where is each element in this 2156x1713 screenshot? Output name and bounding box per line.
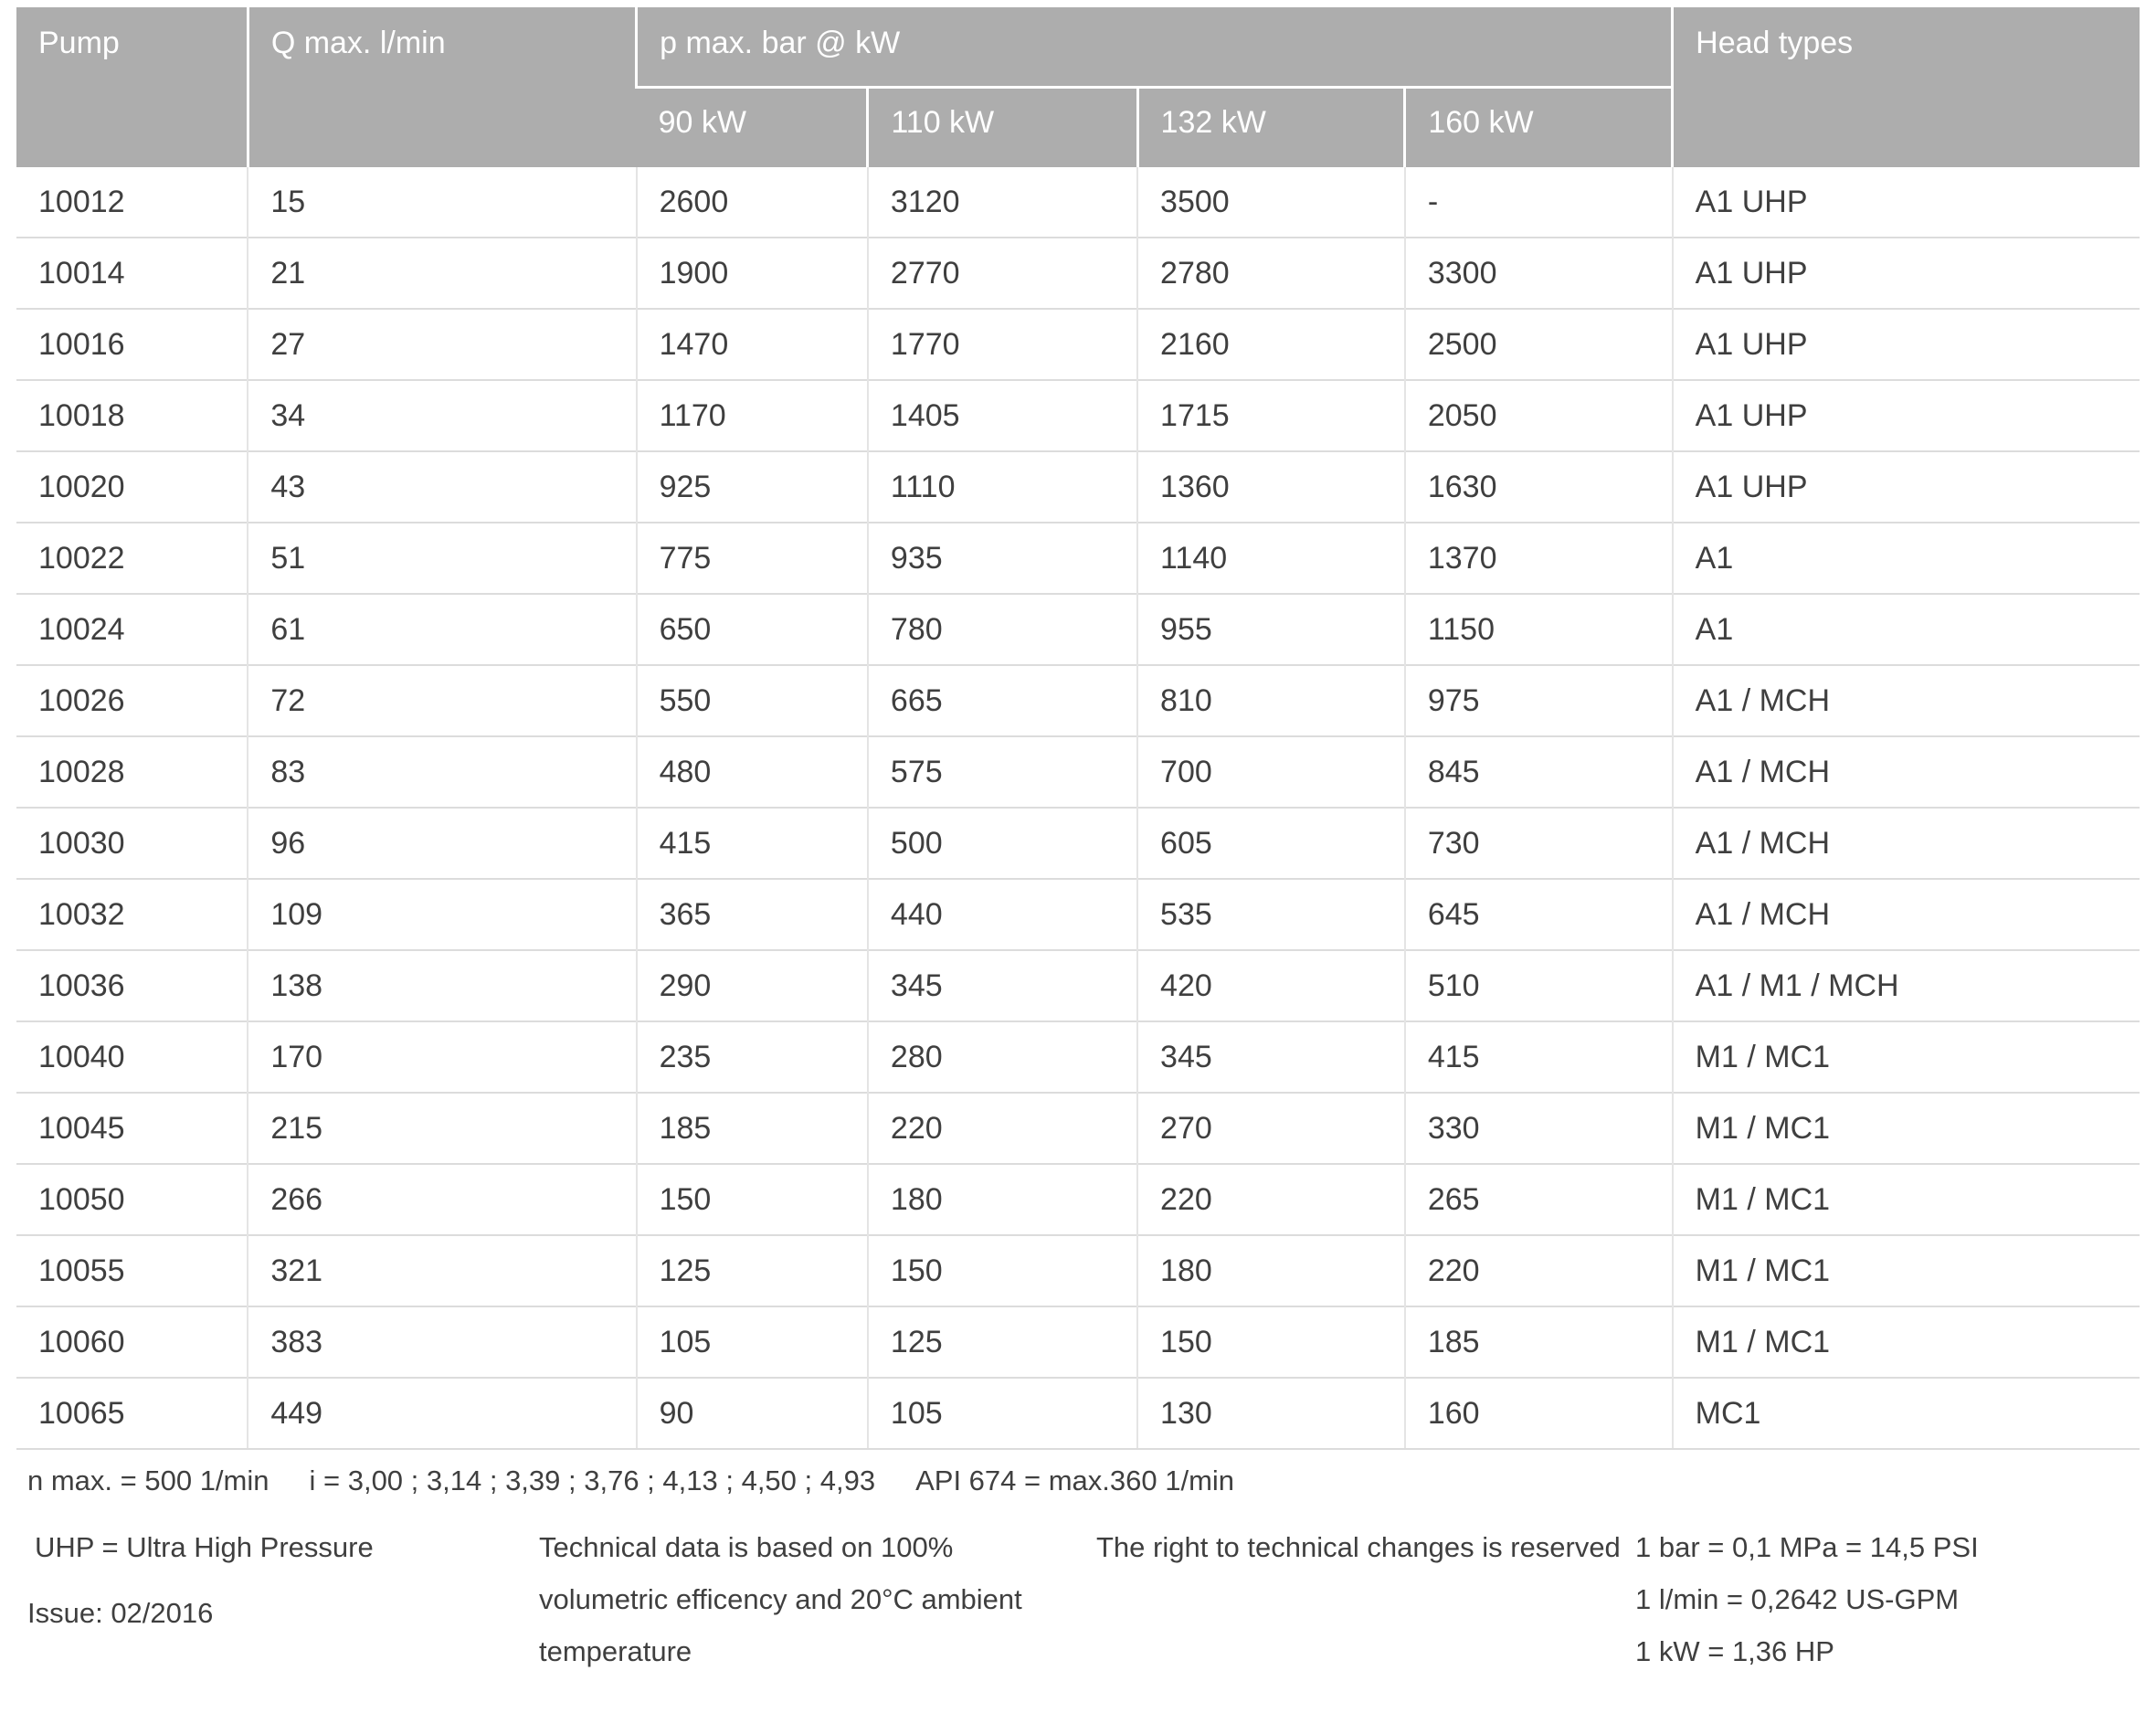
cell-132kw: 1140 (1137, 523, 1405, 594)
conversion-kw: 1 kW = 1,36 HP (1635, 1635, 1834, 1667)
pump-table-body (16, 167, 2140, 1449)
cell-qmax: 51 (248, 523, 636, 594)
table-row (16, 380, 2140, 451)
pump-spec-table (16, 7, 2140, 1450)
cell-pump: 10032 (16, 879, 248, 950)
cell-110kw: 780 (868, 594, 1137, 665)
cell-pump: 10022 (16, 523, 248, 594)
cell-110kw: 1770 (868, 309, 1137, 380)
cell-pump: 10030 (16, 808, 248, 879)
cell-110kw: 1405 (868, 380, 1137, 451)
cell-pump: 10020 (16, 451, 248, 523)
cell-qmax: 109 (248, 879, 636, 950)
cell-qmax: 449 (248, 1378, 636, 1449)
note-unit-conversions (1635, 1521, 1979, 1677)
table-row (16, 879, 2140, 950)
cell-132kw: 420 (1137, 950, 1405, 1021)
cell-160kw: 1150 (1405, 594, 1673, 665)
footer-notes (0, 1521, 2156, 1713)
cell-pump: 10045 (16, 1093, 248, 1164)
cell-160kw: 1630 (1405, 451, 1673, 523)
cell-160kw: 160 (1405, 1378, 1673, 1449)
note-gear-ratios: i = 3,00 ; 3,14 ; 3,39 ; 3,76 ; 4,13 ; 4,50 ; 4,93 (309, 1465, 876, 1496)
cell-160kw: 185 (1405, 1306, 1673, 1378)
column-header-132kw: 132 kW (1137, 88, 1405, 168)
cell-110kw: 105 (868, 1378, 1137, 1449)
cell-pump: 10060 (16, 1306, 248, 1378)
cell-qmax: 83 (248, 736, 636, 808)
cell-90kw: 480 (637, 736, 868, 808)
column-header-pump: Pump (16, 7, 248, 167)
column-header-pmax-group: p max. bar @ kW (637, 7, 1673, 88)
conversion-bar: 1 bar = 0,1 MPa = 14,5 PSI (1635, 1531, 1979, 1563)
cell-110kw: 3120 (868, 167, 1137, 238)
cell-head-types: A1 UHP (1673, 380, 2140, 451)
table-row (16, 736, 2140, 808)
cell-132kw: 535 (1137, 879, 1405, 950)
cell-head-types: A1 / MCH (1673, 665, 2140, 736)
cell-qmax: 21 (248, 238, 636, 309)
cell-head-types: M1 / MC1 (1673, 1235, 2140, 1306)
cell-160kw: 975 (1405, 665, 1673, 736)
cell-qmax: 138 (248, 950, 636, 1021)
cell-head-types: A1 / M1 / MCH (1673, 950, 2140, 1021)
table-row (16, 665, 2140, 736)
cell-160kw: 730 (1405, 808, 1673, 879)
cell-pump: 10055 (16, 1235, 248, 1306)
note-technical-line1: Technical data is based on 100% (539, 1531, 954, 1563)
table-row (16, 309, 2140, 380)
note-uhp-definition: UHP = Ultra High Pressure (35, 1531, 374, 1563)
cell-qmax: 61 (248, 594, 636, 665)
cell-110kw: 440 (868, 879, 1137, 950)
cell-90kw: 185 (637, 1093, 868, 1164)
cell-160kw: 330 (1405, 1093, 1673, 1164)
cell-pump: 10018 (16, 380, 248, 451)
cell-qmax: 383 (248, 1306, 636, 1378)
cell-head-types: A1 (1673, 594, 2140, 665)
cell-head-types: A1 / MCH (1673, 879, 2140, 950)
cell-90kw: 1170 (637, 380, 868, 451)
table-row (16, 523, 2140, 594)
cell-160kw: 415 (1405, 1021, 1673, 1093)
cell-pump: 10036 (16, 950, 248, 1021)
cell-160kw: - (1405, 167, 1673, 238)
column-header-90kw: 90 kW (637, 88, 868, 168)
cell-qmax: 43 (248, 451, 636, 523)
column-header-160kw: 160 kW (1405, 88, 1673, 168)
cell-160kw: 3300 (1405, 238, 1673, 309)
cell-head-types: M1 / MC1 (1673, 1021, 2140, 1093)
table-row (16, 1306, 2140, 1378)
cell-160kw: 510 (1405, 950, 1673, 1021)
cell-110kw: 935 (868, 523, 1137, 594)
cell-132kw: 1715 (1137, 380, 1405, 451)
column-header-head-types: Head types (1673, 7, 2140, 167)
cell-132kw: 700 (1137, 736, 1405, 808)
cell-head-types: M1 / MC1 (1673, 1093, 2140, 1164)
cell-pump: 10014 (16, 238, 248, 309)
note-api-674: API 674 = max.360 1/min (915, 1465, 1235, 1496)
cell-132kw: 2160 (1137, 309, 1405, 380)
cell-110kw: 125 (868, 1306, 1137, 1378)
cell-90kw: 775 (637, 523, 868, 594)
cell-132kw: 270 (1137, 1093, 1405, 1164)
note-technical-line2: volumetric efficency and 20°C ambient (539, 1583, 1022, 1615)
cell-pump: 10012 (38, 184, 125, 219)
cell-132kw: 3500 (1137, 167, 1405, 238)
cell-pump: 10028 (16, 736, 248, 808)
cell-head-types: A1 / MCH (1673, 808, 2140, 879)
cell-110kw: 345 (868, 950, 1137, 1021)
issue-date: Issue: 02/2016 (27, 1597, 214, 1629)
cell-90kw: 550 (637, 665, 868, 736)
cell-110kw: 220 (868, 1093, 1137, 1164)
cell-qmax: 34 (248, 380, 636, 451)
datasheet-page (0, 7, 2156, 1667)
cell-90kw: 1900 (637, 238, 868, 309)
cell-160kw: 845 (1405, 736, 1673, 808)
cell-110kw: 665 (868, 665, 1137, 736)
cell-132kw: 150 (1137, 1306, 1405, 1378)
cell-132kw: 345 (1137, 1021, 1405, 1093)
cell-pump: 10065 (16, 1378, 248, 1449)
cell-110kw: 180 (868, 1164, 1137, 1235)
cell-90kw: 1470 (637, 309, 868, 380)
cell-90kw: 650 (637, 594, 868, 665)
cell-132kw: 955 (1137, 594, 1405, 665)
note-rights-reserved: The right to technical changes is reserved (1096, 1531, 1621, 1563)
table-row (16, 950, 2140, 1021)
cell-pump: 10024 (16, 594, 248, 665)
table-row (16, 238, 2140, 309)
cell-head-types: A1 UHP (1673, 238, 2140, 309)
cell-qmax: 72 (248, 665, 636, 736)
column-header-110kw: 110 kW (868, 88, 1137, 168)
cell-pump: 10026 (16, 665, 248, 736)
note-technical-basis (539, 1521, 1022, 1677)
cell-head-types: A1 UHP (1673, 451, 2140, 523)
cell-132kw: 180 (1137, 1235, 1405, 1306)
cell-110kw: 1110 (868, 451, 1137, 523)
cell-90kw: 2600 (637, 167, 868, 238)
cell-head-types: M1 / MC1 (1673, 1164, 2140, 1235)
cell-110kw: 280 (868, 1021, 1137, 1093)
cell-pump: 10040 (16, 1021, 248, 1093)
cell-qmax: 321 (248, 1235, 636, 1306)
cell-160kw: 220 (1405, 1235, 1673, 1306)
cell-160kw: 645 (1405, 879, 1673, 950)
cell-qmax: 266 (248, 1164, 636, 1235)
cell-90kw: 925 (637, 451, 868, 523)
cell-160kw: 1370 (1405, 523, 1673, 594)
table-row (16, 1378, 2140, 1449)
cell-90kw: 290 (637, 950, 868, 1021)
table-header-row-main (16, 7, 2140, 88)
cell-132kw: 220 (1137, 1164, 1405, 1235)
cell-160kw: 265 (1405, 1164, 1673, 1235)
cell-110kw: 2770 (868, 238, 1137, 309)
table-row (16, 1235, 2140, 1306)
cell-160kw: 2500 (1405, 309, 1673, 380)
table-row (16, 167, 2140, 238)
cell-head-types: A1 UHP (1673, 309, 2140, 380)
cell-132kw: 2780 (1137, 238, 1405, 309)
cell-90kw: 415 (637, 808, 868, 879)
cell-132kw: 1360 (1137, 451, 1405, 523)
cell-90kw: 235 (637, 1021, 868, 1093)
cell-90kw: 365 (637, 879, 868, 950)
cell-qmax: 96 (248, 808, 636, 879)
cell-qmax: 215 (248, 1093, 636, 1164)
conversion-lmin: 1 l/min = 0,2642 US-GPM (1635, 1583, 1960, 1615)
cell-90kw: 90 (637, 1378, 868, 1449)
speed-notes-line (0, 1465, 2156, 1497)
cell-90kw: 125 (637, 1235, 868, 1306)
table-row (16, 1021, 2140, 1093)
table-row (16, 1093, 2140, 1164)
table-row (16, 594, 2140, 665)
cell-head-types: MC1 (1673, 1378, 2140, 1449)
cell-110kw: 150 (868, 1235, 1137, 1306)
cell-pump: 10016 (16, 309, 248, 380)
note-n-max: n max. = 500 1/min (27, 1465, 270, 1496)
table-row (16, 451, 2140, 523)
table-row (16, 1164, 2140, 1235)
cell-head-types: A1 (1673, 523, 2140, 594)
cell-90kw: 150 (637, 1164, 868, 1235)
cell-head-types: A1 UHP (1673, 167, 2140, 238)
cell-132kw: 605 (1137, 808, 1405, 879)
cell-head-types: A1 / MCH (1673, 736, 2140, 808)
cell-132kw: 810 (1137, 665, 1405, 736)
note-technical-line3: temperature (539, 1635, 692, 1667)
table-row (16, 808, 2140, 879)
cell-110kw: 500 (868, 808, 1137, 879)
cell-90kw: 105 (637, 1306, 868, 1378)
cell-pump: 10050 (16, 1164, 248, 1235)
cell-qmax: 27 (248, 309, 636, 380)
column-header-qmax: Q max. l/min (248, 7, 636, 167)
cell-132kw: 130 (1137, 1378, 1405, 1449)
cell-160kw: 2050 (1405, 380, 1673, 451)
cell-110kw: 575 (868, 736, 1137, 808)
cell-head-types: M1 / MC1 (1673, 1306, 2140, 1378)
cell-qmax: 15 (248, 167, 636, 238)
cell-qmax: 170 (248, 1021, 636, 1093)
